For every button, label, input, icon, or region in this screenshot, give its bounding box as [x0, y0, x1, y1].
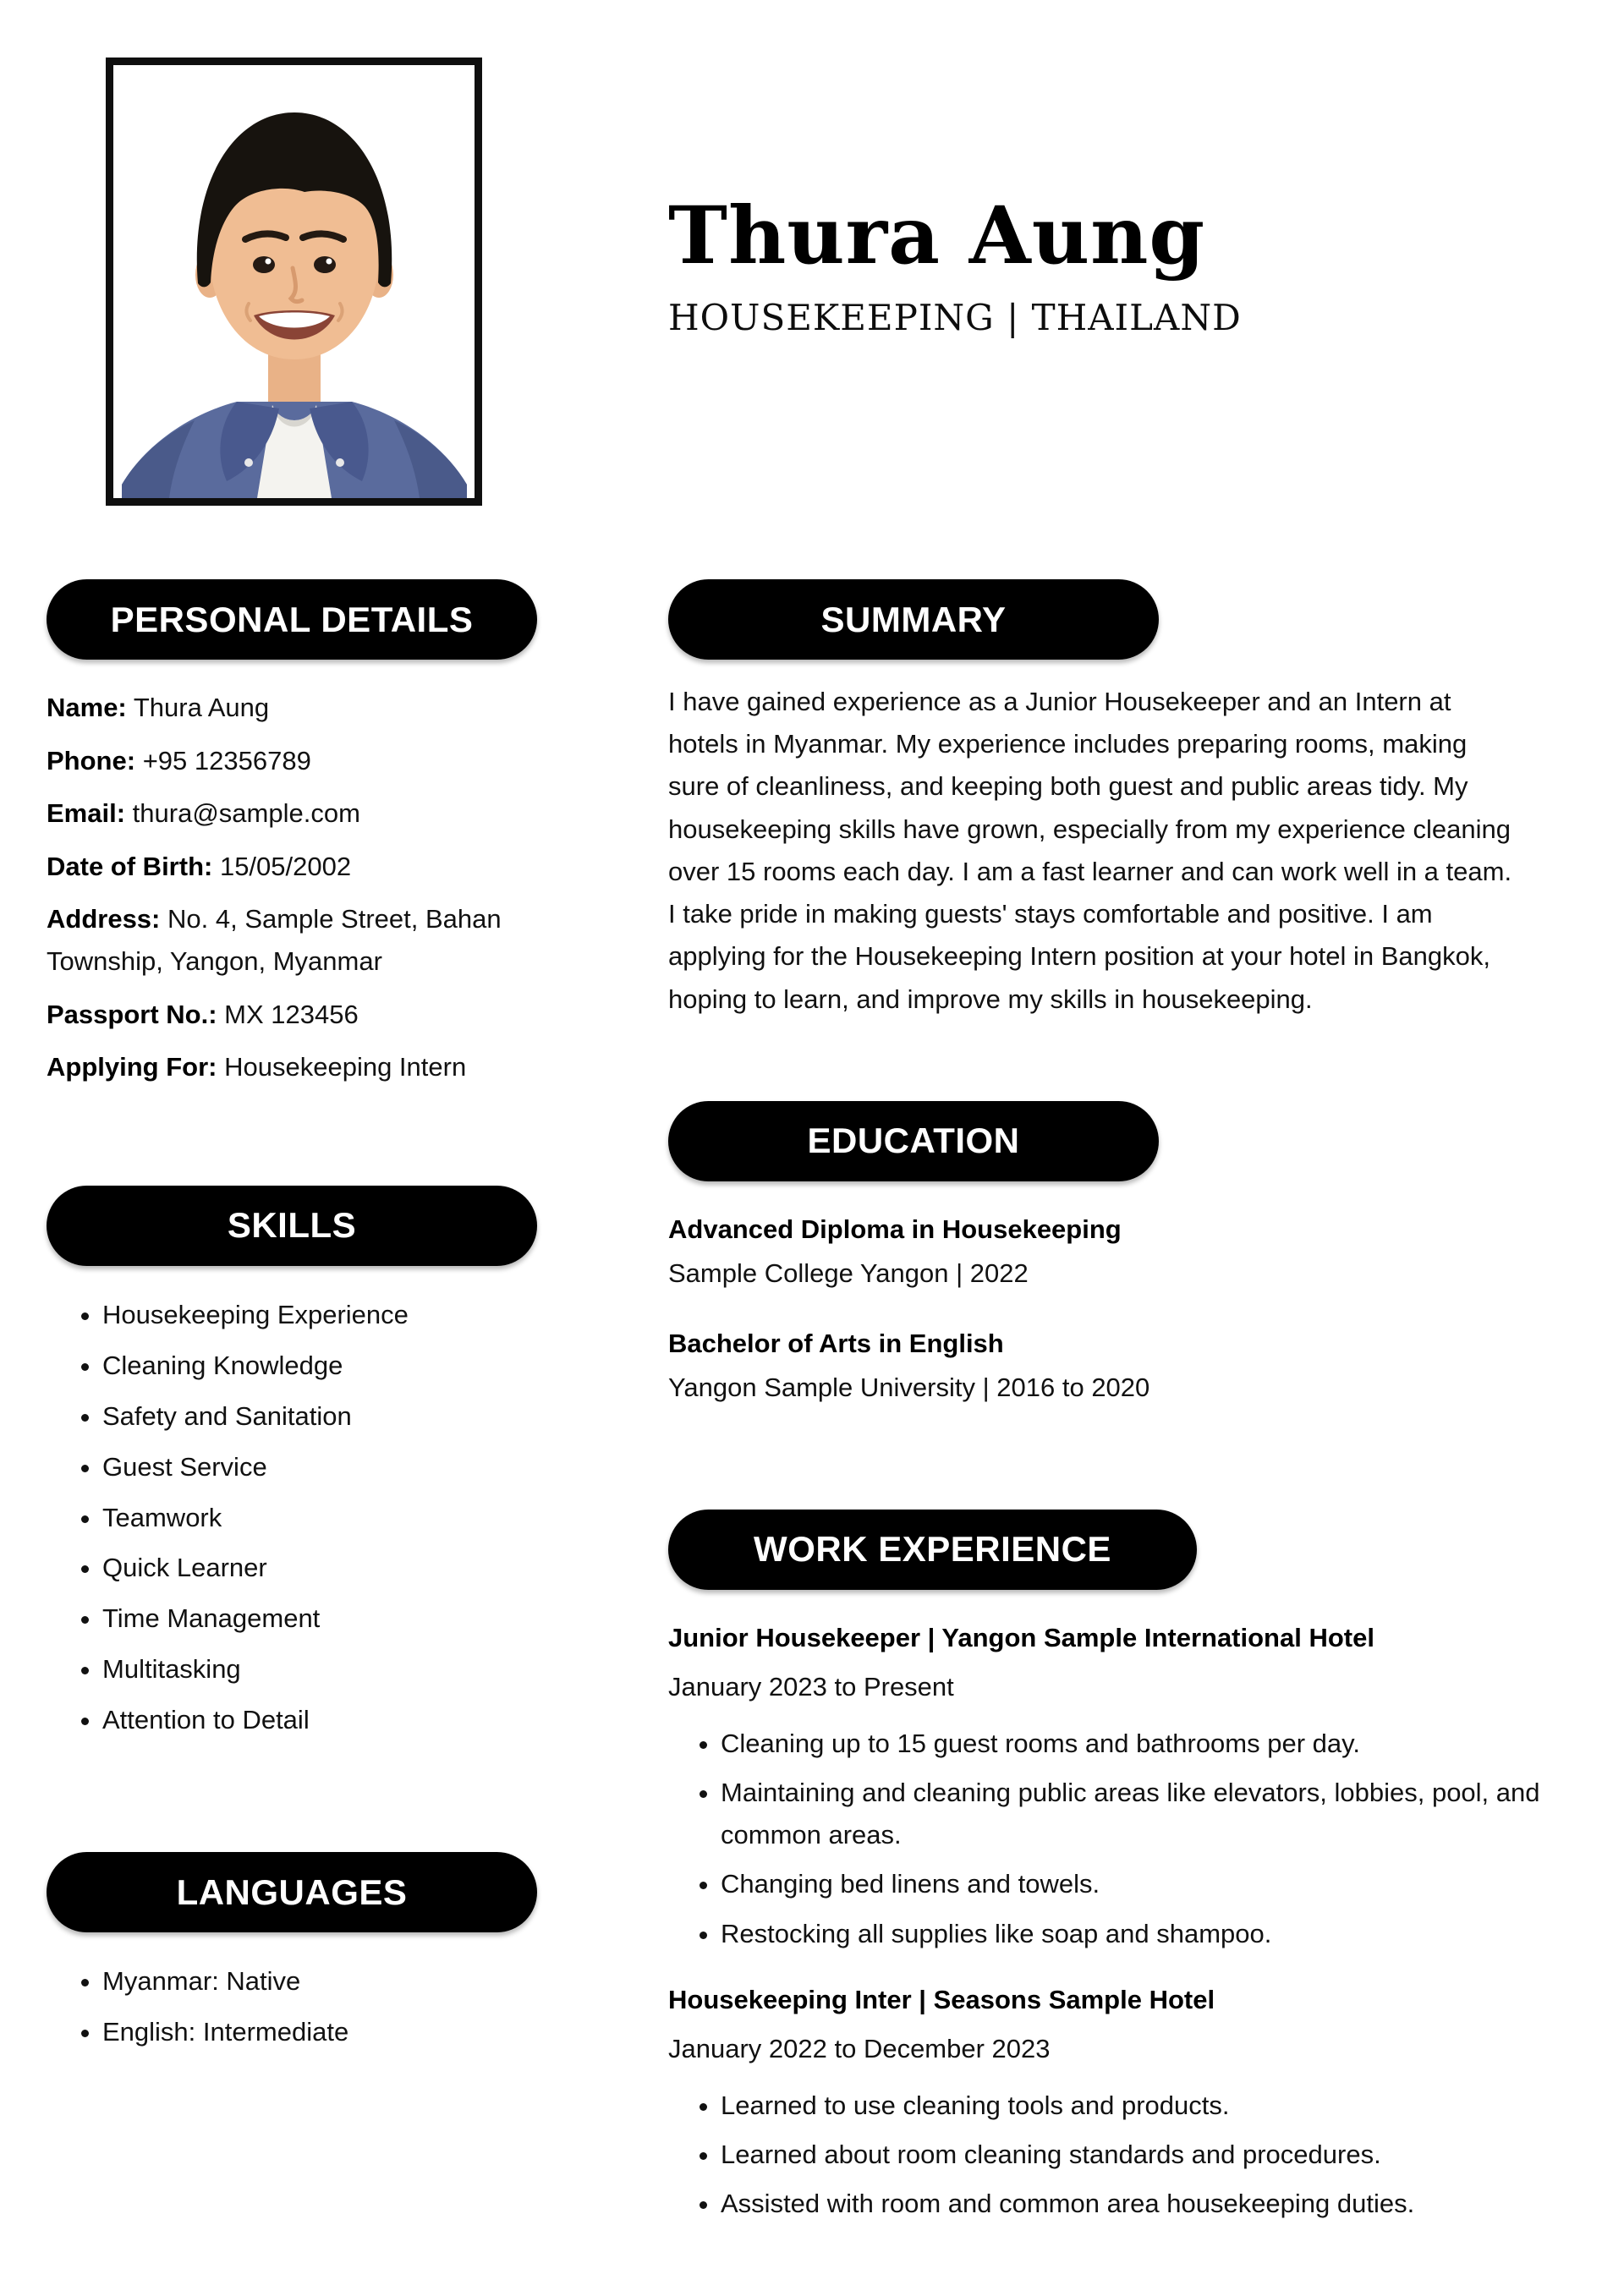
- field-name-label: Name:: [47, 693, 127, 722]
- field-phone-value: +95 12356789: [142, 745, 311, 775]
- work-experience-header-label: WORK EXPERIENCE: [754, 1529, 1111, 1570]
- language-item: • Myanmar: Native: [102, 1963, 592, 2001]
- field-passport: [47, 994, 564, 1036]
- field-name-value: Thura Aung: [133, 693, 270, 722]
- skill-item: • Attention to Detail: [102, 1701, 592, 1740]
- profile-photo: [106, 58, 482, 506]
- personal-details-fields: [47, 687, 564, 1088]
- job-duties-list: [668, 1723, 1565, 1955]
- page-title: Thura Aung: [668, 189, 1206, 282]
- field-dob: [47, 846, 564, 888]
- education-school-line: Yangon Sample University | 2016 to 2020: [668, 1373, 1150, 1403]
- skill-item: • Teamwork: [102, 1499, 592, 1537]
- job-duty: • Learned to use cleaning tools and products.: [721, 2085, 1565, 2127]
- education-header: [668, 1101, 1159, 1181]
- summary-text: I have gained experience as a Junior Housekeeper and an Intern at hotels in Myanmar. My experience includes preparing rooms, making sure of cleanliness, and keeping both guest and public areas tidy. My housekeeping skills have grown, especially from my experience cleaning over 15 rooms each day. I am a fast learner and can work well in a team. I take pride in making guests' stays comfortable and positive. I am applying for the Housekeeping Intern position at your hotel in Bangkok, hoping to learn, and improve my skills in housekeeping.: [668, 687, 1512, 1014]
- language-item: • English: Intermediate: [102, 2014, 592, 2052]
- section-personal-details: [47, 579, 592, 1088]
- personal-details-header: [47, 579, 537, 660]
- skill-item: • Quick Learner: [102, 1549, 592, 1587]
- job-duty: • Cleaning up to 15 guest rooms and bathrooms per day.: [721, 1723, 1565, 1765]
- field-phone-label: Phone:: [47, 745, 136, 775]
- field-dob-value: 15/05/2002: [219, 851, 352, 881]
- job-duty: • Changing bed linens and towels.: [721, 1863, 1565, 1905]
- job-duties-list: [668, 2085, 1565, 2226]
- header-subtitle: HOUSEKEEPING | THAILAND: [668, 297, 1242, 339]
- field-passport-value: MX 123456: [224, 999, 359, 1029]
- field-applying-for-value: Housekeeping Intern: [224, 1052, 467, 1082]
- portrait-photo-illustration: [113, 65, 475, 498]
- section-languages: [47, 1852, 592, 2052]
- skills-list: [47, 1296, 592, 1740]
- job-entry: [668, 1981, 1569, 2226]
- section-education: [668, 1101, 1569, 1408]
- education-school-line: Sample College Yangon | 2022: [668, 1258, 1029, 1289]
- right-column: [668, 579, 1569, 2233]
- field-name: [47, 687, 564, 729]
- field-applying-for: [47, 1046, 564, 1088]
- section-work-experience: [668, 1510, 1569, 2226]
- field-passport-label: Passport No.:: [47, 999, 217, 1029]
- education-degree: Advanced Diploma in Housekeeping: [668, 1214, 1122, 1244]
- section-skills: [47, 1186, 592, 1740]
- left-column: [47, 579, 592, 2233]
- languages-header: [47, 1852, 537, 1932]
- education-header-label: EDUCATION: [807, 1121, 1020, 1161]
- resume-header: [0, 0, 1624, 579]
- field-address-value: No. 4, Sample Street, Bahan Township, Yangon, Myanmar: [47, 904, 502, 976]
- field-applying-for-label: Applying For:: [47, 1052, 217, 1082]
- job-duty: • Restocking all supplies like soap and shampoo.: [721, 1913, 1565, 1955]
- skills-header-label: SKILLS: [227, 1205, 357, 1246]
- education-entry: [668, 1324, 1569, 1408]
- job-duty: • Maintaining and cleaning public areas like elevators, lobbies, pool, and common areas.: [721, 1772, 1565, 1856]
- job-entry: [668, 1619, 1569, 1955]
- skill-item: • Time Management: [102, 1600, 592, 1638]
- job-duty: • Assisted with room and common area housekeeping duties.: [721, 2183, 1565, 2225]
- skills-header: [47, 1186, 537, 1266]
- job-date: January 2023 to Present: [668, 1672, 954, 1702]
- skill-item: • Safety and Sanitation: [102, 1398, 592, 1436]
- job-duty: • Learned about room cleaning standards and procedures.: [721, 2134, 1565, 2176]
- personal-details-header-label: PERSONAL DETAILS: [110, 599, 474, 639]
- field-dob-label: Date of Birth:: [47, 851, 213, 881]
- skill-item: • Cleaning Knowledge: [102, 1347, 592, 1385]
- languages-list: [47, 1963, 592, 2052]
- skill-item: • Guest Service: [102, 1449, 592, 1487]
- field-address: [47, 898, 564, 982]
- field-email-value: thura@sample.com: [132, 798, 360, 829]
- section-summary: [668, 579, 1569, 1021]
- work-experience-header: [668, 1510, 1197, 1590]
- skill-item: • Housekeeping Experience: [102, 1296, 592, 1334]
- job-date: January 2022 to December 2023: [668, 2034, 1051, 2064]
- summary-header-label: SUMMARY: [820, 599, 1007, 639]
- education-degree: Bachelor of Arts in English: [668, 1328, 1004, 1358]
- job-title: Housekeeping Inter | Seasons Sample Hotel: [668, 1984, 1215, 2014]
- resume-body: [0, 579, 1624, 2233]
- field-phone: [47, 740, 564, 782]
- header-text-block: [668, 189, 1242, 339]
- skill-item: • Multitasking: [102, 1651, 592, 1689]
- field-email-label: Email:: [47, 798, 126, 829]
- summary-header: [668, 579, 1159, 660]
- education-entry: [668, 1210, 1569, 1294]
- languages-header-label: LANGUAGES: [176, 1871, 408, 1912]
- field-address-label: Address:: [47, 904, 161, 934]
- field-email: [47, 792, 564, 835]
- job-title: Junior Housekeeper | Yangon Sample International Hotel: [668, 1622, 1374, 1652]
